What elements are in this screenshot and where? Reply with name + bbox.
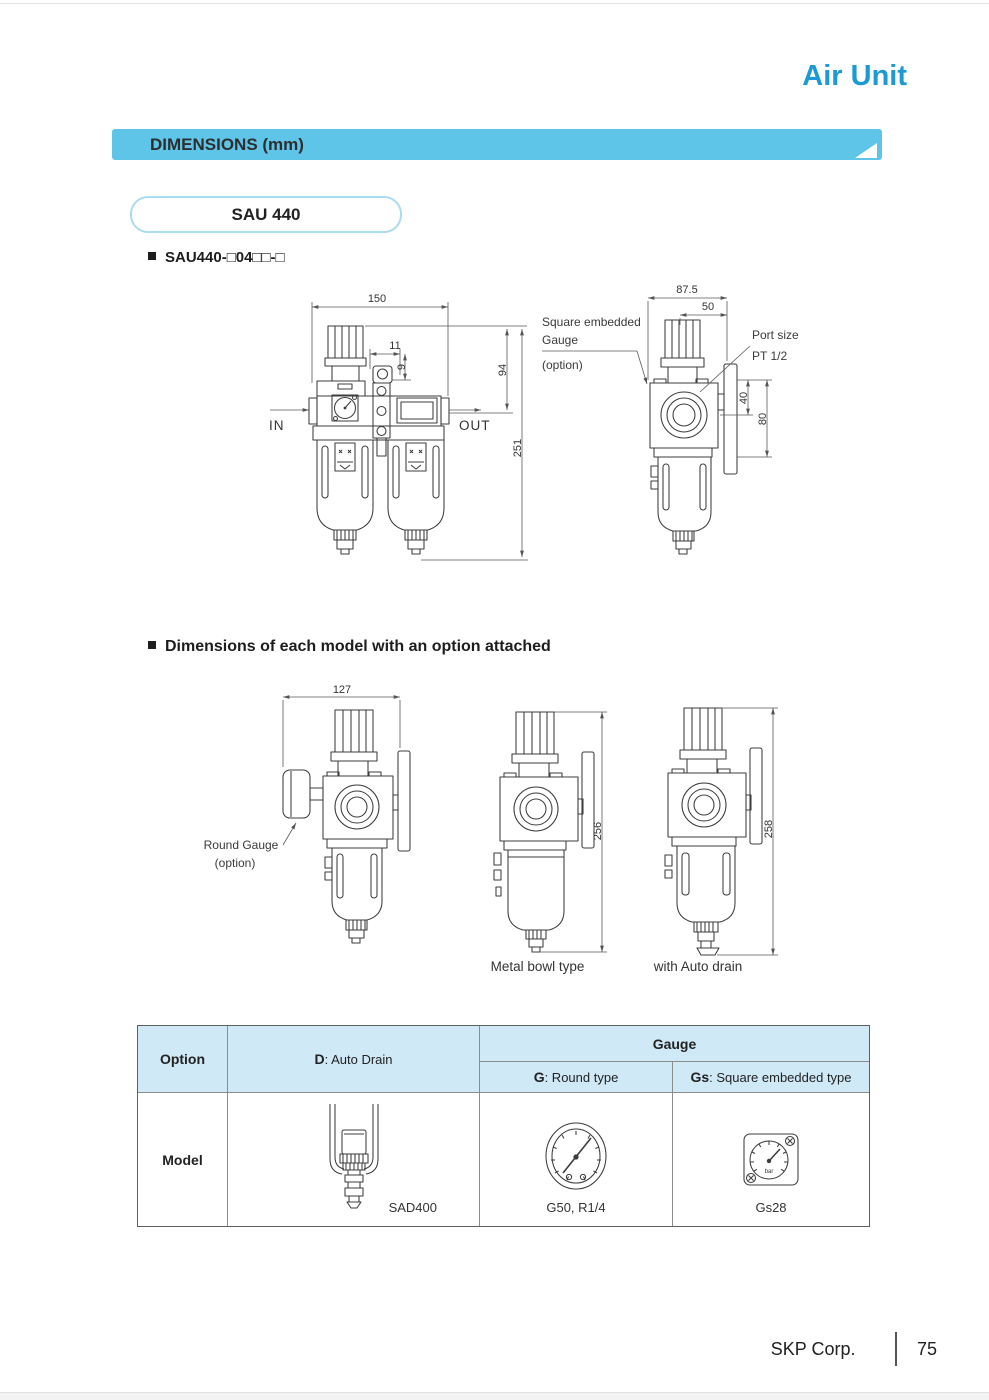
option-table [137,1025,870,1227]
side-view-unit [650,320,737,554]
section2-heading-line [148,638,551,656]
table-cell-round-gauge [480,1093,673,1226]
gs-rest: : Square embedded type [709,1069,852,1085]
table-header-g-round [480,1062,673,1093]
footer-company: SKP Corp. [770,1338,856,1359]
g50-gauge-image [540,1120,612,1200]
section-header-title: DIMENSIONS (mm) [150,135,304,154]
gauge-unit-label: bar [764,1168,774,1175]
auto-drain-rest: : Auto Drain [324,1051,393,1067]
auto-drain-key: D [314,1051,325,1067]
square-gauge-label-line2: Gauge [542,333,579,347]
dim-50: 50 [701,301,715,313]
square-gauge-label-line1: Square embedded [542,315,641,329]
dim-127: 127 [332,684,352,696]
port-size-label-line2: PT 1/2 [752,349,788,363]
auto-drain-drawing [635,690,790,990]
dim-9: 9 [396,363,408,371]
square-gauge-label-line3: (option) [542,358,583,372]
round-gauge-unit [283,710,410,943]
port-size-label-line1: Port size [752,328,799,342]
table-cell-square-gauge [673,1093,869,1226]
auto-drain-unit [665,708,762,955]
dim-251: 251 [512,438,524,458]
model-badge: SAU 440 [130,196,402,233]
dim-80: 80 [757,412,769,426]
page-footer [0,1332,937,1366]
table-header-option: Option [138,1026,228,1093]
table-header-gs-square [673,1062,869,1093]
g-key: G [533,1069,545,1085]
table-cell-auto-drain [228,1093,480,1226]
square-bullet-icon [148,252,156,260]
dim-94: 94 [497,363,509,377]
auto-drain-caption: with Auto drain [653,959,743,974]
table-row-model-label: Model [138,1093,228,1226]
round-gauge-option-drawing [195,683,470,983]
model-code-line [148,249,285,266]
footer-divider [895,1332,897,1366]
metal-bowl-caption: Metal bowl type [490,959,585,974]
section2-heading: Dimensions of each model with an option attached [165,638,551,655]
dim-256: 256 [592,821,604,841]
sad400-label: SAD400 [388,1200,437,1215]
g-rest: : Round type [544,1069,619,1085]
front-view-unit [309,326,449,554]
metal-bowl-unit [494,712,594,952]
dim-150: 150 [367,293,387,305]
page-edge-top [0,3,989,4]
model-code: SAU440-□04□□-□ [165,249,285,266]
page-edge-bottom [0,1392,989,1400]
front-view-drawing [255,283,555,583]
gs-key: Gs [690,1069,710,1085]
side-view-drawing [540,280,850,580]
gs28-label: Gs28 [755,1200,787,1215]
square-bullet-icon [148,641,156,649]
table-header-gauge: Gauge [480,1026,869,1062]
sad400-drain-image [323,1104,385,1216]
out-label: OUT [459,418,491,433]
footer-page-number: 75 [916,1338,937,1359]
table-header-auto-drain [228,1026,480,1093]
in-label: IN [269,418,285,433]
page-title: Air Unit [802,60,907,92]
folded-corner-icon [855,143,877,158]
gs28-gauge-image [741,1132,801,1188]
dim-87-5: 87.5 [676,284,698,296]
dim-40: 40 [738,391,750,405]
g50-label: G50, R1/4 [546,1200,606,1215]
metal-bowl-drawing [470,695,620,985]
dim-11: 11 [389,340,401,352]
round-gauge-label-line1: Round Gauge [203,838,279,852]
dim-258: 258 [763,819,775,839]
section-header-bar [112,129,882,160]
round-gauge-label-line2: (option) [214,856,256,870]
